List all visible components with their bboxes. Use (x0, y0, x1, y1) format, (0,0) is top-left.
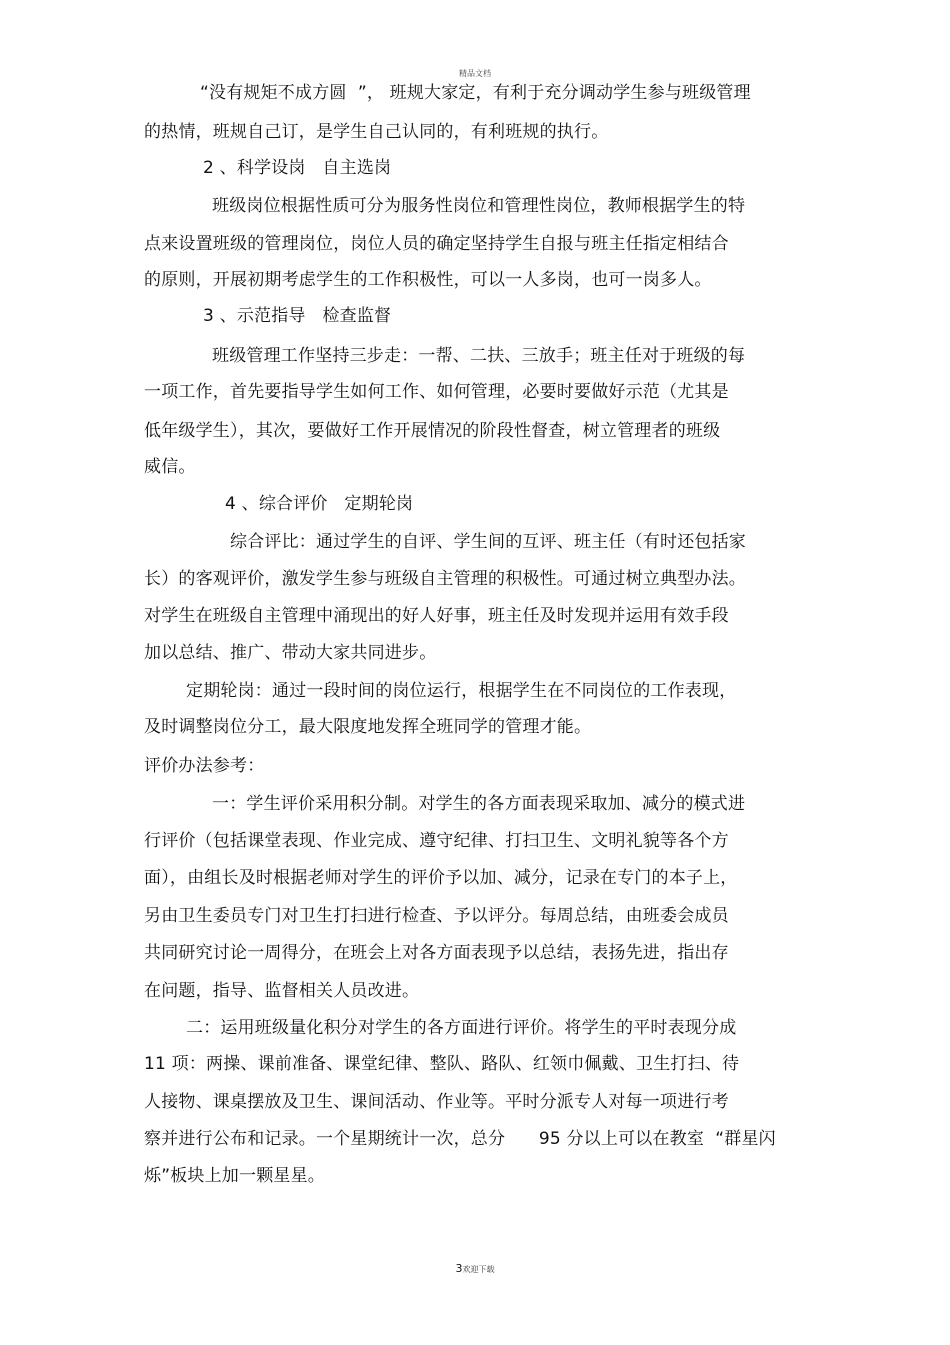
footer-text: 欢迎下载 (462, 1265, 495, 1274)
text-line: 二：运用班级量化积分对学生的各方面进行评价。将学生的平时表现分成 (186, 1018, 737, 1038)
text-line: 的原则，开展初期考虑学生的工作积极性，可以一人多岗，也可一岗多人。 (144, 270, 712, 290)
text-line: 综合评比：通过学生的自评、学生间的互评、班主任（有时还包括家 (230, 532, 746, 552)
text-line: “没有规矩不成方圆 ”， 班规大家定，有利于充分调动学生参与班级管理 (200, 83, 751, 103)
text-line: 长）的客观评价，激发学生参与班级自主管理的积极性。可通过树立典型办法。 (144, 569, 746, 589)
text-line: 人接物、课桌摆放及卫生、课间活动、作业等。平时分派专人对每一项进行考 (144, 1092, 729, 1112)
text-line: 及时调整岗位分工，最大限度地发挥全班同学的管理才能。 (144, 717, 592, 737)
text-line: 另由卫生委员专门对卫生打扫进行检查、予以评分。每周总结，由班委会成员 (144, 906, 729, 926)
text-line: 定期轮岗：通过一段时间的岗位运行，根据学生在不同岗位的工作表现， (186, 681, 737, 701)
text-line: 威信。 (144, 457, 196, 477)
text-line: 在问题，指导、监督相关人员改进。 (144, 981, 420, 1001)
text-line: 班级管理工作坚持三步走：一帮、二扶、三放手；班主任对于班级的每 (212, 346, 746, 366)
text-line: 一：学生评价采用积分制。对学生的各方面表现采取加、减分的模式进 (212, 794, 746, 814)
text-line: 的热情，班规自己订，是学生自己认同的，有利班规的执行。 (144, 122, 609, 142)
section-heading: 4 、综合评价 定期轮岗 (225, 494, 414, 514)
text-line: 加以总结、推广、带动大家共同进步。 (144, 643, 437, 663)
text-line: 烁”板块上加一颗星星。 (144, 1166, 326, 1186)
text-line: 共同研究讨论一周得分，在班会上对各方面表现予以总结，表扬先进，指出存 (144, 943, 729, 963)
text-line: 对学生在班级自主管理中涌现出的好人好事，班主任及时发现并运用有效手段 (144, 606, 729, 626)
text-line: 11 项：两操、课前准备、课堂纪律、整队、路队、红领巾佩戴、卫生打扫、待 (144, 1054, 740, 1074)
text-line: 低年级学生），其次，要做好工作开展情况的阶段性督查，树立管理者的班级 (144, 421, 721, 441)
section-heading: 3 、示范指导 检查监督 (203, 306, 392, 326)
page-footer (0, 1262, 950, 1275)
text-line: 评价办法参考： (144, 756, 265, 776)
section-heading: 2 、科学设岗 自主选岗 (203, 158, 392, 178)
text-line: 点来设置班级的管理岗位，岗位人员的确定坚持学生自报与班主任指定相结合 (144, 234, 729, 254)
header-watermark: 精品文档 (459, 69, 491, 78)
text-line: 一项工作，首先要指导学生如何工作、如何管理，必要时要做好示范（尤其是 (144, 382, 729, 402)
text-line: 察并进行公布和记录。一个星期统计一次，总分 95 分以上可以在教室 “群星闪 (144, 1129, 776, 1149)
text-line: 班级岗位根据性质可分为服务性岗位和管理性岗位，教师根据学生的特 (212, 196, 746, 216)
text-line: 面），由组长及时根据老师对学生的评价予以加、减分，记录在专门的本子上， (144, 868, 738, 888)
page-number: 3 (455, 1262, 463, 1275)
text-line: 行评价（包括课堂表现、作业完成、遵守纪律、打扫卫生、文明礼貌等各个方 (144, 831, 729, 851)
